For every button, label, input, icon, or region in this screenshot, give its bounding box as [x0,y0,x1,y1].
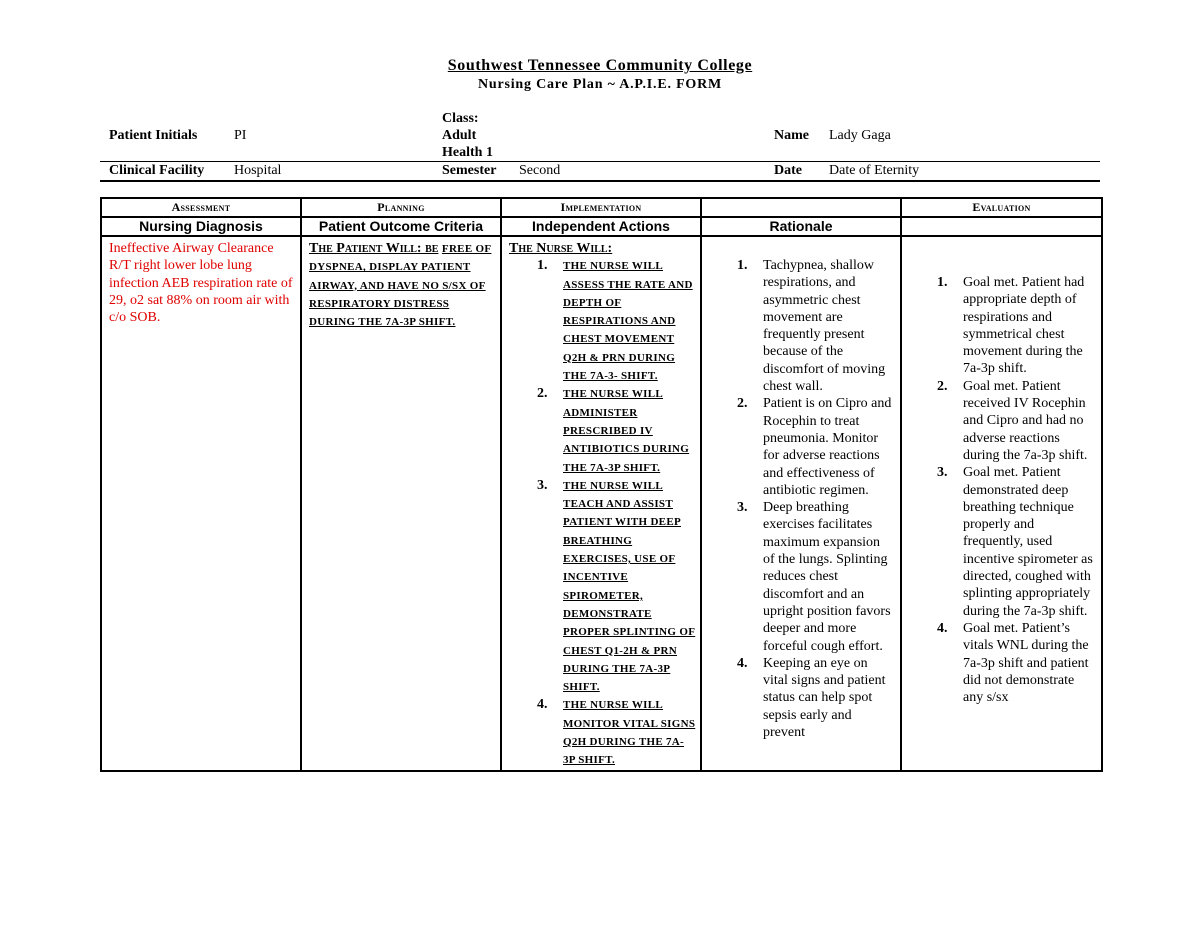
list-number: 1. [537,258,548,274]
list-number: 4. [537,697,548,713]
list-number: 3. [737,500,748,516]
implementation-action: THE NURSE WILL ASSESS THE RATE AND DEPTH OF RESPIRATIONS AND CHEST MOVEMENT Q2H & PRN DURING THE 7A-3- SHIFT. [563,260,693,383]
rationale-text: Keeping an eye on vital signs and patient status can help spot sepsis early and prevent [763,655,886,741]
diagnosis-cell [101,236,301,771]
subheader-nursing-diagnosis: Nursing Diagnosis [101,217,301,236]
header-implementation: Implementation [501,198,701,217]
name-value: Lady Gaga [829,128,891,143]
name-label: Name [774,128,809,143]
implementation-list [509,257,696,769]
list-number: 2. [737,396,748,412]
table-subheader-row [101,217,1102,236]
implementation-action: THE NURSE WILL MONITOR VITAL SIGNS Q2H DURING THE 7A-3P SHIFT. [563,699,696,767]
evaluation-cell [901,236,1102,771]
rationale-text: Patient is on Cipro and Rocephin to treat pneumonia. Monitor for adverse reactions and effectiveness of antibiotic regimen. [763,396,892,498]
implementation-lead: The Nurse Will: [509,241,613,256]
semester-label: Semester [442,163,497,178]
implementation-action: THE NURSE WILL TEACH AND ASSIST PATIENT WITH DEEP BREATHING EXERCISES, USE OF INCENTIVE SPIROMETER, DEMONSTRATE PROPER SPLINTING OF CHEST Q1-2H & PRN DURING THE 7A-3P SHIFT. [563,479,696,694]
subheader-rationale: Rationale [701,217,901,236]
patient-info-section [100,109,1100,182]
list-item [509,385,696,476]
date-label: Date [774,163,802,178]
header-assessment: Assessment [101,198,301,217]
rationale-text: Deep breathing exercises facilitates maximum expansion of the lungs. Splinting reduces chest discomfort and an upright position favors deeper and more forceful cough effort. [763,500,891,654]
date-value: Date of Eternity [829,163,920,178]
care-plan-table [100,197,1103,772]
evaluation-list [909,274,1095,706]
list-item [709,655,894,741]
class-label-line2: Adult [442,128,477,143]
list-number: 4. [737,655,748,671]
clinical-facility-label: Clinical Facility [109,163,205,178]
list-item [709,257,894,395]
list-item [909,464,1095,620]
list-item [509,257,696,385]
list-item [709,395,894,499]
semester-value: Second [519,163,561,178]
nursing-diagnosis-text: Ineffective Airway Clearance R/T right lower lobe lung infection AEB respiration rate of 29, o2 sat 88% on room air with c/o SOB. [109,241,293,326]
header-evaluation: Evaluation [901,198,1102,217]
rationale-cell [701,236,901,771]
list-item [909,274,1095,378]
info-row-top [100,109,1100,161]
table-body-row [101,236,1102,771]
class-label-line3: Health 1 [442,145,493,160]
class-label-line1: Class: [442,111,479,126]
implementation-cell [501,236,701,771]
form-subtitle: Nursing Care Plan ~ A.P.I.E. FORM [477,77,723,92]
list-item [509,477,696,697]
evaluation-text: Goal met. Patient’s vitals WNL during the 7a-3p shift and patient did not demonstrate any s/sx [963,620,1089,706]
info-row-bottom [100,161,1100,182]
clinical-facility-value: Hospital [234,163,282,178]
evaluation-text: Goal met. Patient received IV Rocephin and Cipro and had no adverse reactions during the 7a-3p shift. [963,378,1088,463]
implementation-action: THE NURSE WILL ADMINISTER PRESCRIBED IV ANTIBIOTICS DURING THE 7A-3P SHIFT. [563,388,690,474]
header-planning: Planning [301,198,501,217]
list-item [509,696,696,769]
list-item [709,499,894,655]
table-header-row [101,198,1102,217]
college-title: Southwest Tennessee Community College [447,57,753,74]
subheader-independent-actions: Independent Actions [501,217,701,236]
list-number: 1. [937,275,948,290]
subheader-outcome-criteria: Patient Outcome Criteria [301,217,501,236]
rationale-text: Tachypnea, shallow respirations, and asymmetric chest movement are frequently present because of the discomfort of moving chest wall. [763,258,886,395]
list-number: 2. [937,378,948,394]
list-item [909,378,1095,464]
planning-cell [301,236,501,771]
patient-initials-label: Patient Initials [109,128,198,143]
document-header [0,56,1200,94]
list-number: 3. [937,465,948,481]
list-number: 3. [537,477,548,493]
list-item [909,620,1095,706]
list-number: 2. [537,386,548,402]
evaluation-text: Goal met. Patient had appropriate depth of respirations and symmetrical chest movement during the 7a-3p shift. [963,275,1085,377]
list-number: 4. [937,620,948,636]
list-number: 1. [737,258,748,273]
rationale-list [709,257,894,741]
planning-outcome-text: FREE OF DYSPNEA, DISPLAY PATIENT AIRWAY, AND HAVE NO S/SX OF RESPIRATORY DISTRESS DURING THE 7A-3P SHIFT. [309,243,492,329]
evaluation-text: Goal met. Patient demonstrated deep breathing technique properly and frequently, used incentive spirometer as directed, coughed with splinting appropriately during the 7a-3p shift. [963,465,1093,619]
planning-lead: The Patient Will: be [309,241,439,256]
header-blank [701,198,901,217]
subheader-evaluation-blank [901,217,1102,236]
patient-initials-value: PI [234,128,247,143]
